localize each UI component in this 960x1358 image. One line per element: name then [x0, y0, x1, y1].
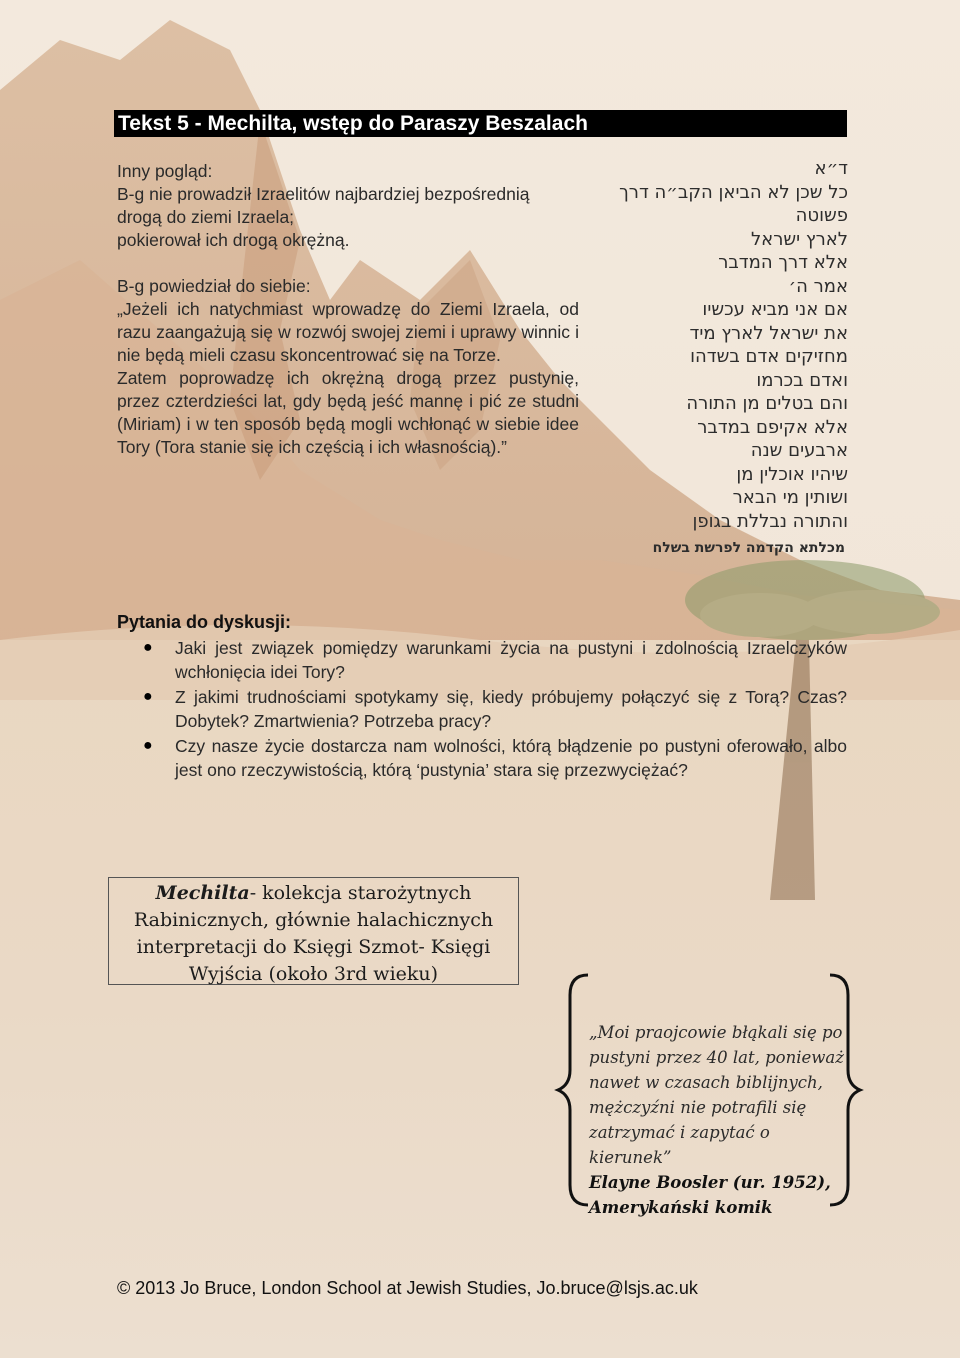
paragraph-line: drogą do ziemi Izraela; — [117, 207, 295, 227]
mechilta-definition: - kolekcja starożytnych Rabinicznych, głównie halachicznych interpretacji do Księgi Szmot- Księgi Wyjścia (około 3rd wieku) — [133, 882, 494, 985]
question-text: Czy nasze życie dostarcza nam wolności, którą błądzenie po pustyni oferowało, albo jest ono rzeczywistością, którą ‘pustynia’ stara się przezwyciężać? — [175, 736, 847, 780]
paragraph-line: B-g nie prowadził Izraelitów najbardziej bezpośrednią — [117, 184, 530, 204]
polish-translation — [117, 160, 579, 459]
hebrew-line: אמר ה׳ — [788, 275, 848, 297]
question-text: Z jakimi trudnościami spotykamy się, kiedy próbujemy połączyć się z Torą? Czas? Dobytek? Zmartwienia? Potrzeba pracy? — [175, 687, 847, 731]
questions-heading: Pytania do dyskusji: — [117, 612, 292, 632]
quote-text: „Moi praojcowie błąkali się po pustyni przez 40 lat, ponieważ nawet w czasach biblijnych, mężczyźni nie potrafili się zatrzymać i zapytać o kierunek” — [589, 1023, 844, 1167]
bullet-icon: ● — [143, 639, 153, 656]
list-item — [117, 734, 847, 782]
list-item — [117, 685, 847, 733]
paragraph-line: B-g powiedział do siebie: — [117, 276, 311, 296]
mechilta-definition-box — [108, 877, 519, 985]
question-text: Jaki jest związek pomiędzy warunkami życia na pustyni i zdolnością Izraelczyków wchłonięcia idei Tory? — [175, 638, 847, 682]
boosler-quote — [589, 1020, 851, 1220]
hebrew-line: ארבעים שנה — [750, 440, 848, 461]
bullet-icon: ● — [143, 688, 153, 705]
hebrew-line: אלא דרך המדבר — [718, 252, 848, 273]
hebrew-line: את ישראל לארץ מיד — [689, 322, 848, 344]
quote-author: Elayne Boosler (ur. 1952), Amerykański komik — [589, 1173, 831, 1217]
hebrew-citation: מכלתא הקדמה לפרשת בשלח — [652, 540, 845, 556]
hebrew-line: ואדם בכרמו — [756, 369, 848, 391]
hebrew-line: והם בטלים מן התורה — [686, 393, 848, 414]
hebrew-line: ד״א — [814, 158, 848, 179]
hebrew-line: אלא אקיפם במדבר — [697, 416, 848, 438]
page-title: Tekst 5 - Mechilta, wstęp do Paraszy Beszalach — [114, 110, 847, 137]
bullet-icon: ● — [143, 737, 153, 754]
paragraph-line: Inny pogląd: — [117, 161, 213, 181]
hebrew-line: אם אני מביא עכשיו — [702, 299, 848, 320]
copyright-footer: © 2013 Jo Bruce, London School at Jewish Studies, Jo.bruce@lsjs.ac.uk — [117, 1278, 698, 1298]
hebrew-line: כל שכן לא הביאן הקב״ה דרך — [619, 181, 848, 203]
hebrew-line: מחזיקים אדם בשדהו — [690, 346, 848, 367]
hebrew-line: והתורה נבללת בגופן — [692, 510, 848, 532]
list-item — [117, 636, 847, 684]
hebrew-line: פשוטה — [795, 205, 848, 226]
quote-paragraph: „Jeżeli ich natychmiast wprowadzę do Ziemi Izraela, od razu zaangażują się w rozwój swojej ziemi i uprawy winnic i nie będą mieli czasu skoncentrować się na Torze. — [117, 299, 579, 365]
hebrew-line: שיהיו אוכלין מן — [736, 463, 848, 485]
discussion-questions-list — [117, 636, 847, 783]
quote-paragraph: Zatem poprowadzę ich okrężną drogą przez pustynię, przez czterdzieści lat, gdy będą jeść mannę i pić ze studni (Miriam) i w ten sposób będą mogli wchłonąć w siebie idee Tory (Tora stanie się ich częścią i ich własnością).” — [117, 368, 579, 457]
hebrew-line: לארץ ישראל — [750, 228, 848, 250]
hebrew-source-text — [590, 157, 848, 533]
mechilta-term: Mechilta — [155, 882, 250, 904]
hebrew-line: ושותין מי הבאר — [732, 487, 848, 508]
paragraph-line: pokierował ich drogą okrężną. — [117, 230, 350, 250]
